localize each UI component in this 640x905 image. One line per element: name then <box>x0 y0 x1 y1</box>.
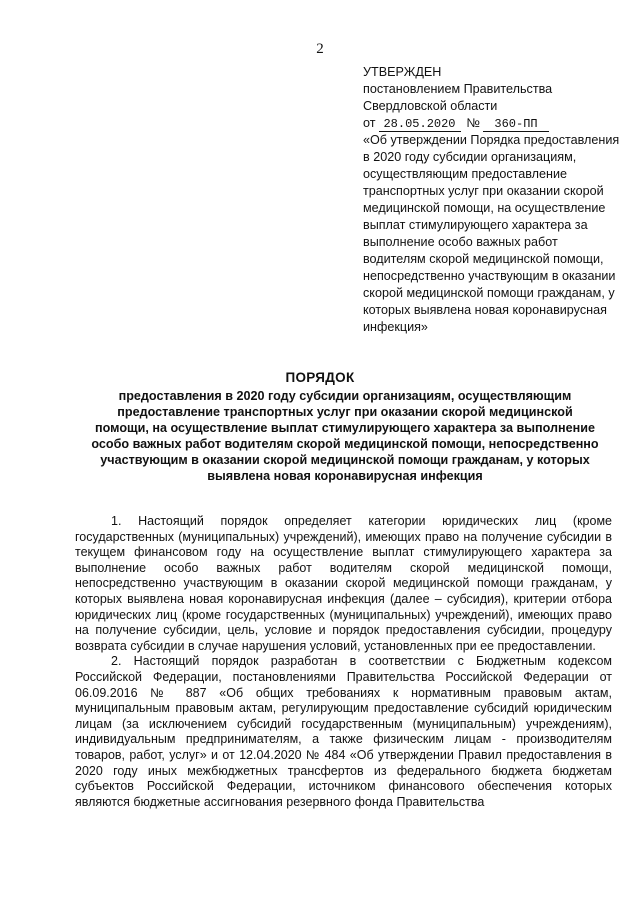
approval-date-number-line <box>363 115 623 132</box>
date-prefix: от <box>363 116 376 130</box>
document-subtitle: предоставления в 2020 году субсидии организациям, осуществляющим предоставление транспортных услуг при оказании скорой медицинской помощи, на осуществление выплат стимулирующего характера за выполнение особо важных работ водителям скорой медицинской помощи, непосредственно участвующим в оказании скорой медицинской помощи гражданам, у которых выявлена новая коронавирусная инфекция <box>91 389 599 483</box>
document-body <box>75 514 612 810</box>
document-title: ПОРЯДОК <box>285 370 355 385</box>
page-number: 2 <box>316 41 324 57</box>
approval-heading: УТВЕРЖДЕН <box>363 65 442 79</box>
approval-number: 360-ПП <box>483 117 549 132</box>
paragraph-2: 2. Настоящий порядок разработан в соответствии с Бюджетным кодексом Российской Федерации, постановлениями Правительства Российской Федерации от 06.09.2016 № 887 «Об общих требованиях к нормативным правовым актам, муниципальным правовым актам, регулирующим предоставление субсидий юридическим лицам (за исключением субсидий государственным (муниципальным) учреждениям), индивидуальным предпринимателям, а также физическим лицам - производителям товаров, работ, услуг» и от 12.04.2020 № 484 «Об утверждении Правил предоставления в 2020 году иных межбюджетных трансфертов из федерального бюджета бюджетам субъектов Российской Федерации, источником финансового обеспечения которых являются бюджетные ассигнования резервного фонда Правительства <box>75 654 612 809</box>
paragraph-1: 1. Настоящий порядок определяет категории юридических лиц (кроме государственных (муниципальных) учреждений), имеющих право на получение субсидии в текущем финансовом году на осуществление выплат стимулирующего характера за выполнение особо важных работ водителям скорой медицинской помощи, непосредственно участвующим в оказании скорой медицинской помощи гражданам, у которых выявлена новая коронавирусная инфекция (далее – субсидия), критерии отбора юридических лиц (кроме государственных (муниципальных) учреждений), имеющих право на получение субсидии, цель, условие и порядок предоставления субсидии, процедуру возврата субсидии в случае нарушения условий, установленных при ее предоставлении. <box>75 514 612 653</box>
approval-date: 28.05.2020 <box>379 117 461 132</box>
approval-block <box>363 64 623 336</box>
approval-authority: постановлением Правительства <box>363 82 553 96</box>
number-prefix: № <box>466 116 481 130</box>
approval-document-title: «Об утверждении Порядка предоставления в 2020 году субсидии организациям, осуществляющим предоставление транспортных услуг при оказании скорой медицинской помощи, на осуществление выплат стимулирующего характера за выполнение особо важных работ водителям скорой медицинской помощи, непосредственно участвующим в оказании скорой медицинской помощи гражданам, у которых выявлена новая коронавирусная инфекция» <box>363 133 620 334</box>
approval-region: Свердловской области <box>363 99 498 113</box>
